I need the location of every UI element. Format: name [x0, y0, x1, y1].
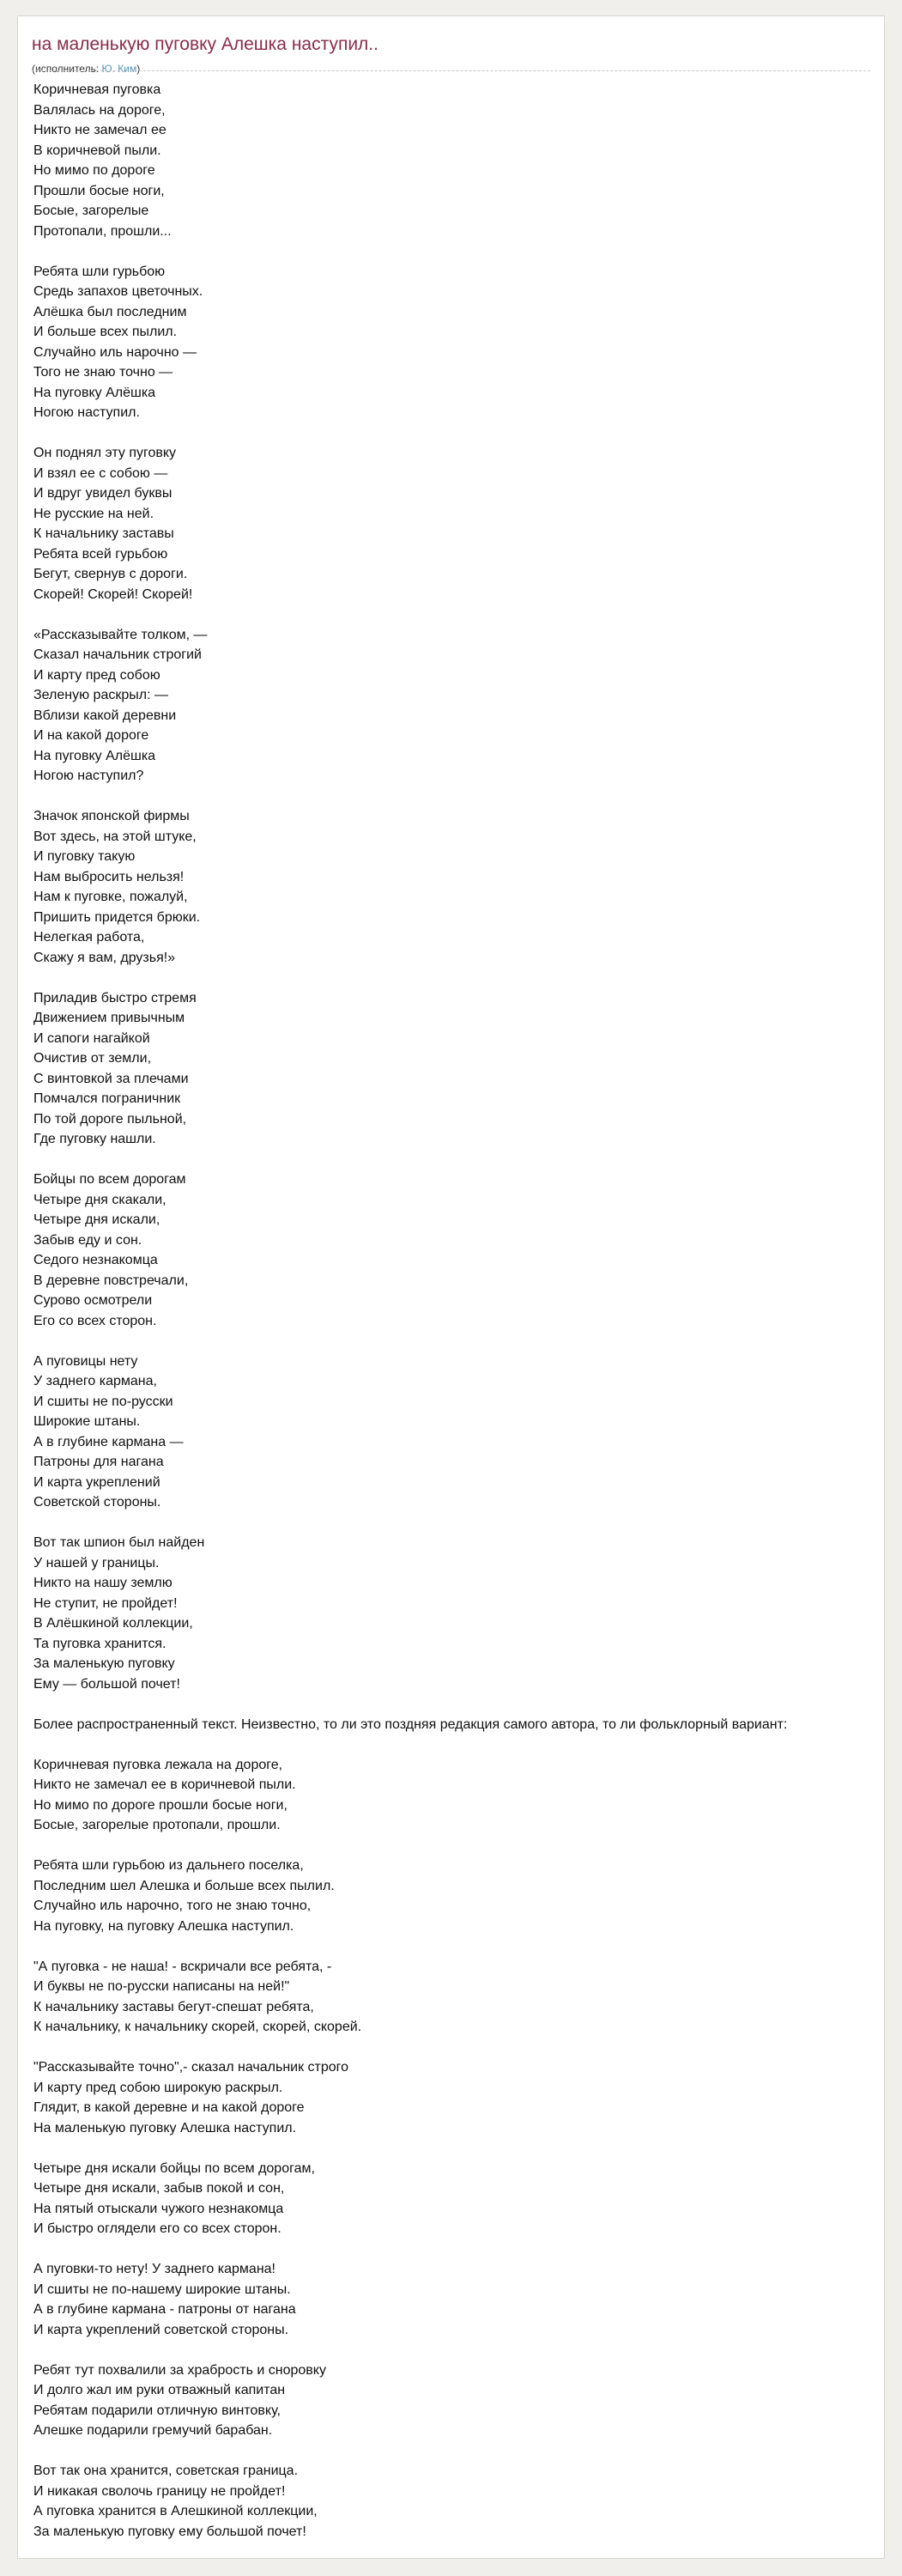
lyrics-stanza: [33, 1352, 885, 1513]
lyrics-line: Вот так шпион был найден: [33, 1535, 205, 1550]
lyrics-line: У нашей у границы.: [33, 1555, 160, 1571]
lyrics-line: А пуговка хранится в Алешкиной коллекции,: [33, 2504, 318, 2518]
lyrics-line: Не русские на ней.: [33, 506, 154, 521]
lyrics-line: И буквы не по-русски написаны на ней!": [33, 1979, 290, 1994]
lyrics-stanza: [33, 625, 885, 787]
lyrics-line: Движением привычным: [33, 1011, 185, 1025]
lyrics-line: На пятый отыскали чужого незнакомца: [33, 2201, 284, 2216]
lyrics-stanza: [33, 1170, 885, 1331]
lyrics-line: Зеленую раскрыл: —: [33, 688, 168, 702]
lyrics-stanza: [33, 262, 885, 423]
lyrics-stanza: [33, 2259, 885, 2340]
lyrics-line: Но мимо по дороге прошли босые ноги,: [33, 1797, 288, 1813]
lyrics-line: Четыре дня скакали,: [33, 1192, 166, 1207]
lyrics-line: Босые, загорелые протопали, прошли.: [33, 1818, 281, 1832]
lyrics-line: Забыв еду и сон.: [33, 1232, 142, 1248]
header-separator: [32, 70, 870, 71]
lyrics-line: И на какой дороге: [33, 728, 149, 743]
lyrics-line: Скорей! Скорей! Скорей!: [33, 586, 193, 602]
lyrics-stanza: [33, 1957, 885, 2038]
lyrics-line: А пуговки-то нету! У заднего кармана!: [33, 2262, 275, 2276]
lyrics-line: Последним шел Алешка и больше всех пылил.: [33, 1878, 335, 1893]
lyrics-line: К начальнику, к начальнику скорей, скорей, скорей.: [33, 2020, 362, 2034]
lyrics-line: В коричневой пыли.: [33, 143, 161, 158]
lyrics-line: В Алёшкиной коллекции,: [33, 1616, 193, 1631]
lyrics-stanza: [33, 1755, 885, 1836]
lyrics-text: [33, 80, 885, 2542]
lyrics-line: На пуговку Алёшка: [33, 748, 156, 763]
lyrics-line: На пуговку Алёшка: [33, 385, 156, 400]
lyrics-line: Но мимо по дороге: [33, 163, 155, 178]
lyrics-line: Вот так она хранится, советская граница.: [33, 2464, 299, 2478]
performer-link[interactable]: Ю. Ким: [101, 63, 137, 75]
lyrics-line: Ребята шли гурьбою из дальнего поселка,: [33, 1858, 304, 1873]
lyrics-line: А в глубине кармана - патроны от нагана: [33, 2302, 296, 2317]
lyrics-line: И карту пред собою широкую раскрыл.: [33, 2080, 283, 2095]
lyrics-line: Патроны для нагана: [33, 1455, 164, 1469]
lyrics-line: Более распространенный текст. Неизвестно, то ли это поздняя редакция самого автора, то ли фольклорный вариант:: [33, 1716, 788, 1732]
lyrics-stanza: [33, 2159, 885, 2239]
lyrics-line: Та пуговка хранится.: [33, 1636, 166, 1651]
lyrics-line: А пуговицы нету: [33, 1353, 138, 1369]
lyrics-line: Никто на нашу землю: [33, 1576, 173, 1590]
lyrics-stanza: [33, 2057, 885, 2138]
lyrics-line: В деревне повстречали,: [33, 1273, 189, 1288]
lyrics-stanza: [33, 2360, 885, 2441]
lyrics-line: И карту пред собою: [33, 667, 160, 683]
lyrics-line: Значок японской фирмы: [33, 809, 190, 823]
lyrics-stanza: [33, 2461, 885, 2542]
lyrics-line: За маленькую пуговку: [33, 1656, 175, 1671]
lyrics-line: Никто не замечал ее в коричневой пыли.: [33, 1777, 296, 1792]
lyrics-line: И карта укреплений: [33, 1474, 160, 1490]
lyrics-line: Он поднял эту пуговку: [33, 446, 177, 460]
lyrics-line: Случайно иль нарочно —: [33, 344, 197, 360]
lyrics-line: Четыре дня искали,: [33, 1212, 160, 1227]
song-title: на маленькую пуговку Алешка наступил..: [32, 34, 378, 54]
lyrics-line: Алёшка был последним: [33, 304, 187, 319]
lyrics-stanza: [33, 1715, 885, 1735]
lyrics-line: Вблизи какой деревни: [33, 708, 177, 723]
lyrics-line: Скажу я вам, друзья!»: [33, 950, 176, 965]
lyrics-line: Приладив быстро стремя: [33, 990, 197, 1005]
lyrics-line: Нам к пуговке, пожалуй,: [33, 890, 188, 904]
lyrics-line: И вдруг увидел буквы: [33, 486, 173, 501]
lyrics-line: И сапоги нагайкой: [33, 1030, 150, 1046]
lyrics-line: Средь запахов цветочных.: [33, 284, 203, 299]
lyrics-line: Того не знаю точно —: [33, 365, 173, 380]
lyrics-line: "Рассказывайте точно",- сказал начальник строго: [33, 2060, 349, 2075]
lyrics-card: [17, 15, 885, 2559]
lyrics-line: И взял ее с собою —: [33, 465, 168, 481]
lyrics-line: Очистив от земли,: [33, 1051, 152, 1066]
lyrics-line: Глядит, в какой деревне и на какой дороге: [33, 2100, 305, 2115]
lyrics-line: Коричневая пуговка лежала на дороге,: [33, 1757, 283, 1772]
lyrics-line: И сшиты не по-русски: [33, 1394, 173, 1409]
lyrics-line: Помчался пограничник: [33, 1091, 181, 1106]
performer-suffix: ): [136, 63, 141, 75]
lyrics-line: И пуговку такую: [33, 849, 136, 864]
lyrics-line: Коричневая пуговка: [33, 82, 161, 97]
lyrics-line: Алешке подарили гремучий барабан.: [33, 2423, 273, 2438]
lyrics-line: Где пуговку нашли.: [33, 1132, 156, 1146]
lyrics-line: И больше всех пылил.: [33, 325, 178, 339]
lyrics-stanza: [33, 1533, 885, 1694]
lyrics-line: Четыре дня искали, забыв покой и сон,: [33, 2181, 285, 2196]
lyrics-stanza: [33, 1856, 885, 1936]
lyrics-line: Бегут, свернув с дороги.: [33, 567, 188, 581]
lyrics-line: Его со всех сторон.: [33, 1313, 157, 1328]
lyrics-line: У заднего кармана,: [33, 1374, 157, 1388]
lyrics-line: Сказал начальник строгий: [33, 647, 202, 662]
lyrics-line: Ребят тут похвалили за храбрость и сноровку: [33, 2362, 326, 2378]
lyrics-stanza: [33, 80, 885, 241]
lyrics-line: Ему — большой почет!: [33, 1676, 180, 1692]
lyrics-line: Босые, загорелые: [33, 204, 149, 218]
lyrics-line: «Рассказывайте толком, —: [33, 627, 208, 642]
lyrics-line: На маленькую пуговку Алешка наступил.: [33, 2120, 297, 2136]
lyrics-line: Прошли босые ноги,: [33, 183, 165, 198]
lyrics-stanza: [33, 988, 885, 1150]
lyrics-line: Ногою наступил?: [33, 769, 144, 783]
lyrics-line: По той дороге пыльной,: [33, 1111, 187, 1127]
lyrics-line: К начальнику заставы: [33, 526, 174, 541]
lyrics-line: И долго жал им руки отважный капитан: [33, 2383, 286, 2397]
lyrics-line: К начальнику заставы бегут-спешат ребята,: [33, 1999, 314, 2014]
lyrics-line: За маленькую пуговку ему большой почет!: [33, 2524, 306, 2539]
performer-prefix: (исполнитель:: [32, 63, 102, 75]
lyrics-line: Советской стороны.: [33, 1495, 161, 1510]
lyrics-line: Ногою наступил.: [33, 405, 140, 420]
lyrics-line: Нам выбросить нельзя!: [33, 869, 185, 884]
performer-line: [32, 63, 870, 76]
lyrics-line: Ребятам подарили отличную винтовку,: [33, 2403, 281, 2418]
lyrics-line: С винтовкой за плечами: [33, 1071, 189, 1086]
lyrics-line: Сурово осмотрели: [33, 1293, 153, 1308]
lyrics-line: Никто не замечал ее: [33, 123, 166, 137]
lyrics-line: Протопали, прошли...: [33, 223, 172, 239]
lyrics-line: Ребята всей гурьбою: [33, 546, 168, 562]
lyrics-line: Пришить придется брюки.: [33, 909, 201, 925]
lyrics-line: Широкие штаны.: [33, 1414, 141, 1429]
lyrics-line: Валялась на дороге,: [33, 102, 166, 118]
lyrics-line: Четыре дня искали бойцы по всем дорогам,: [33, 2160, 315, 2176]
lyrics-line: И никакая сволочь границу не пройдет!: [33, 2483, 286, 2499]
lyrics-line: На пуговку, на пуговку Алешка наступил.: [33, 1918, 294, 1934]
lyrics-stanza: [33, 806, 885, 968]
lyrics-line: Случайно иль нарочно, того не знаю точно,: [33, 1899, 312, 1913]
lyrics-line: Нелегкая работа,: [33, 930, 145, 945]
lyrics-line: И быстро оглядели его со всех сторон.: [33, 2221, 281, 2236]
lyrics-line: А в глубине кармана —: [33, 1434, 184, 1449]
lyrics-line: Вот здесь, на этой штуке,: [33, 829, 197, 844]
lyrics-line: Бойцы по всем дорогам: [33, 1172, 186, 1187]
lyrics-line: И сшиты не по-нашему широкие штаны.: [33, 2281, 291, 2297]
lyrics-line: И карта укреплений советской стороны.: [33, 2322, 289, 2337]
lyrics-line: Не ступит, не пройдет!: [33, 1595, 178, 1611]
lyrics-line: "А пуговка - не наша! - вскричали все ребята, -: [33, 1959, 332, 1974]
lyrics-line: Седого незнакомца: [33, 1253, 158, 1267]
lyrics-line: Ребята шли гурьбою: [33, 264, 166, 279]
lyrics-stanza: [33, 443, 885, 605]
